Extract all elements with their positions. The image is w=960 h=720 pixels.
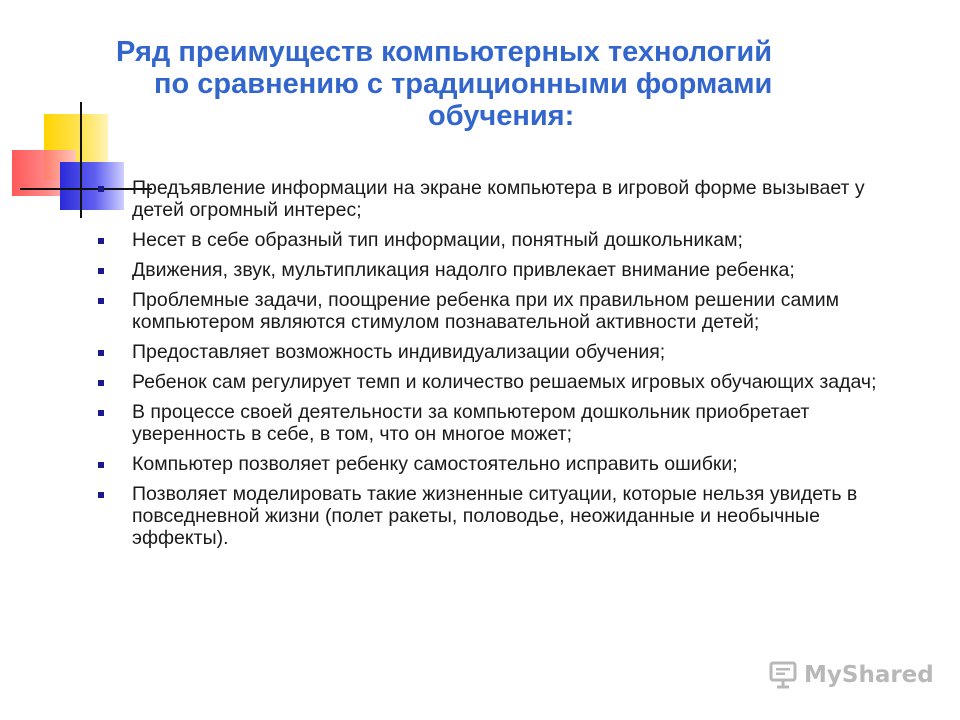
title-line-2: по сравнению с традиционными формами	[154, 68, 773, 100]
advantages-list	[96, 177, 896, 557]
list-item: Позволяет моделировать такие жизненные ситуации, которые нельзя увидеть в повседневной жизни (полет ракеты, половодье, неожиданные и необычные эффекты).	[96, 483, 896, 549]
list-item: В процессе своей деятельности за компьютером дошкольник приобретает уверенность в себе, в том, что он многое может;	[96, 401, 896, 445]
title-line-1: Ряд преимуществ компьютерных технологий	[116, 36, 773, 68]
watermark-text: MyShared	[804, 662, 934, 688]
title-line-3: обучения:	[428, 100, 575, 132]
bullet-square-icon	[98, 268, 104, 274]
bullet-square-icon	[98, 186, 104, 192]
presentation-board-icon	[768, 660, 798, 690]
bullet-square-icon	[98, 410, 104, 416]
bullet-square-icon	[98, 298, 104, 304]
list-item: Компьютер позволяет ребенку самостоятельно исправить ошибки;	[96, 453, 896, 475]
bullet-square-icon	[98, 238, 104, 244]
bullet-square-icon	[98, 350, 104, 356]
bullet-square-icon	[98, 462, 104, 468]
list-item: Проблемные задачи, поощрение ребенка при их правильном решении самим компьютером являются стимулом познавательной активности детей;	[96, 289, 896, 333]
slide-title	[100, 36, 900, 132]
bullet-square-icon	[98, 492, 104, 498]
list-item: Несет в себе образный тип информации, понятный дошкольникам;	[96, 229, 896, 251]
list-item: Предъявление информации на экране компьютера в игровой форме вызывает у детей огромный интерес;	[96, 177, 896, 221]
watermark-logo	[768, 658, 938, 692]
list-item: Предоставляет возможность индивидуализации обучения;	[96, 341, 896, 363]
decor-vertical-line	[80, 102, 82, 218]
list-item: Движения, звук, мультипликация надолго привлекает внимание ребенка;	[96, 259, 896, 281]
list-item: Ребенок сам регулирует темп и количество решаемых игровых обучающих задач;	[96, 371, 896, 393]
bullet-square-icon	[98, 380, 104, 386]
